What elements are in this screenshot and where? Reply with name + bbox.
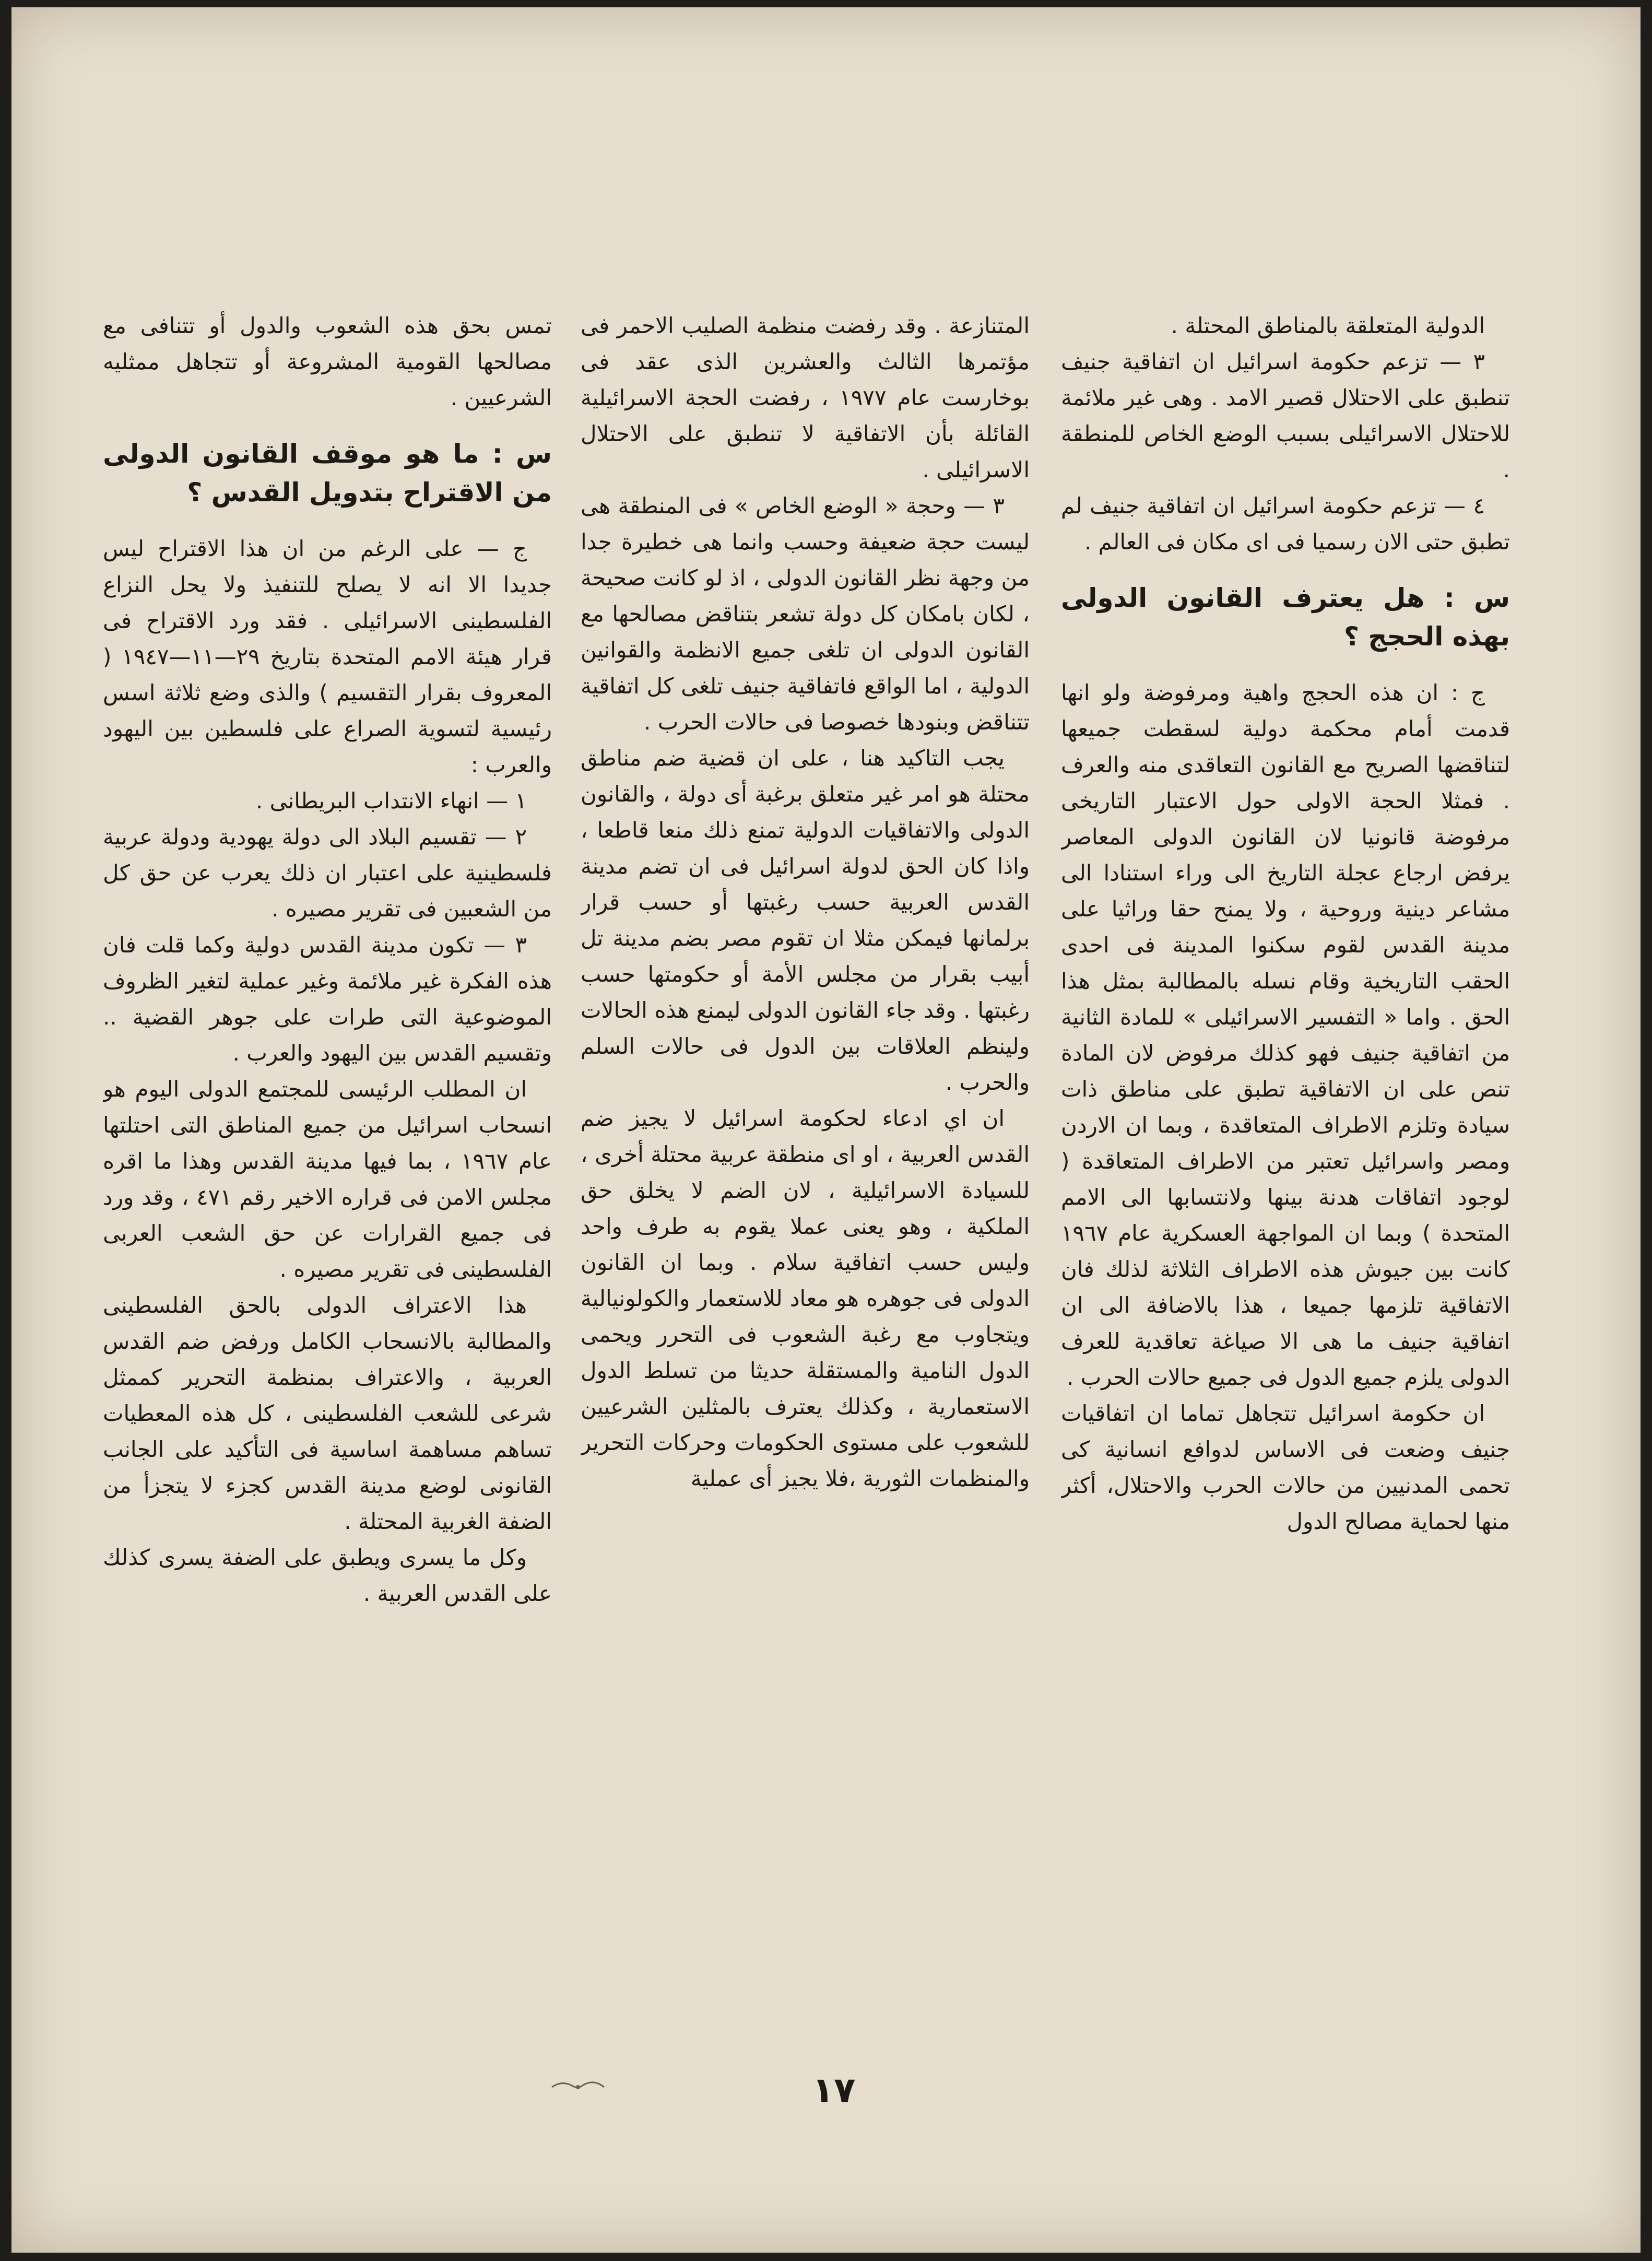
paragraph: المتنازعة . وقد رفضت منظمة الصليب الاحمر فى مؤتمرها الثالث والعشرين الذى عقد فى بوخارست عام ١٩٧٧ ، رفضت الحجة الاسرائيلية القائلة بأن الاتفاقية لا تنطبق على الاحتلال الاسرائيلى . <box>581 313 1030 482</box>
page-number: ١٧ <box>812 2070 856 2111</box>
paragraph: يجب التاكيد هنا ، على ان قضية ضم مناطق محتلة هو امر غير متعلق برغبة أى دولة ، والقانون الدولى والاتفاقيات الدولية تمنع ذلك منعا قاطعا ، واذا كان الحق لدولة اسرائيل فى ان تضم مدينة القدس العربية حسب رغبتها أو حسب قرار برلمانها فيمكن مثلا ان تقوم مصر بضم مدينة تل أبيب بقرار من مجلس الأمة أو حكومتها حسب رغبتها . وقد جاء القانون الدولى ليمنع هذه الحالات ولينظم العلاقات بين الدول فى حالات السلم والحرب . <box>581 745 1030 1095</box>
magazine-page <box>11 7 1641 2253</box>
paragraph: ٣ — وحجة « الوضع الخاص » فى المنطقة هى ليست حجة ضعيفة وحسب وانما هى خطيرة جدا من وجهة نظر القانون الدولى ، اذ لو كانت صحيحة ، لكان بامكان كل دولة تشعر بتناقض مصالحها مع القانون الدولى ان تلغى جميع الانظمة والقوانين الدولية ، اما الواقع فاتفاقية جنيف تلغى كل اتفاقية تتناقض وبنودها خصوصا فى حالات الحرب . <box>581 493 1030 735</box>
paragraph: ج : ان هذه الحجج واهية ومرفوضة ولو انها قدمت أمام محكمة دولية لسقطت جميعها لتناقضها الصريح مع القانون التعاقدى منه والعرف . فمثلا الحجة الاولى حول الاعتبار التاريخى مرفوضة قانونيا لان القانون الدولى المعاصر يرفض ارجاع عجلة التاريخ الى وراء استنادا الى مشاعر دينية وروحية ، ولا يمنح حقا وراثيا على مدينة القدس لقوم سكنوا المدينة فى احدى الحقب التاريخية وقام نسله بالمطالبة بمثل هذا الحق . واما « التفسير الاسرائيلى » للمادة الثانية من اتفاقية جنيف فهو كذلك مرفوض لان المادة تنص على ان الاتفاقية تطبق على مناطق ذات سيادة وتلزم الاطراف المتعاقدة ، وبما ان الاردن ومصر واسرائيل تعتبر من الاطراف المتعاقدة ( لوجود اتفاقات هدنة بينها ولانتسابها الى الامم المتحدة ) وبما ان المواجهة العسكرية عام ١٩٦٧ كانت بين جيوش هذه الاطراف الثلاثة لذلك فان الاتفاقية تلزمها جميعا ، هذا بالاضافة الى ان اتفاقية جنيف ما هى الا صياغة تعاقدية للعرف الدولى يلزم جميع الدول فى جميع حالات الحرب . <box>1061 680 1510 1390</box>
paragraph: ٣ — تزعم حكومة اسرائيل ان اتفاقية جنيف تنطبق على الاحتلال قصير الامد . وهى غير ملائمة للاحتلال الاسرائيلى بسبب الوضع الخاص للمنطقة . <box>1061 349 1510 482</box>
paragraph: هذا الاعتراف الدولى بالحق الفلسطينى والمطالبة بالانسحاب الكامل ورفض ضم القدس العربية ، والاعتراف بمنظمة التحرير كممثل شرعى للشعب الفلسطينى ، كل هذه المعطيات تساهم مساهمة اساسية فى التأكيد على الجانب القانونى لوضع مدينة القدس كجزء لا يتجزأ من الضفة الغربية المحتلة . <box>103 1292 552 1534</box>
column-left <box>103 308 552 2072</box>
paragraph: ٢ — تقسيم البلاد الى دولة يهودية ودولة عربية فلسطينية على اعتبار ان ذلك يعرب عن حق كل من الشعبين فى تقرير مصيره . <box>103 824 552 922</box>
question-heading: س : هل يعترف القانون الدولى بهذه الحجج ؟ <box>1061 583 1510 652</box>
paragraph: ٤ — تزعم حكومة اسرائيل ان اتفاقية جنيف لم تطبق حتى الان رسميا فى اى مكان فى العالم . <box>1061 493 1510 555</box>
paragraph: ١ — انهاء الانتداب البريطانى . <box>255 788 527 814</box>
column-middle <box>581 308 1030 2072</box>
paragraph: ج — على الرغم من ان هذا الاقتراح ليس جديدا الا انه لا يصلح للتنفيذ ولا يحل النزاع الفلسطينى الاسرائيلى . فقد ورد الاقتراح فى قرار هيئة الامم المتحدة بتاريخ ٢٩—١١—١٩٤٧ ( المعروف بقرار التقسيم ) والذى وضع ثلاثة اسس رئيسية لتسوية الصراع على فلسطين بين اليهود والعرب : <box>103 536 552 778</box>
paragraph: ان المطلب الرئيسى للمجتمع الدولى اليوم هو انسحاب اسرائيل من جميع المناطق التى احتلتها عام ١٩٦٧ ، بما فيها مدينة القدس وهذا ما اقره مجلس الامن فى قراره الاخير رقم ٤٧١ ، وقد ورد فى جميع القرارات عن حق الشعب العربى الفلسطينى فى تقرير مصيره . <box>103 1076 552 1282</box>
column-right <box>1061 308 1510 2072</box>
question-heading: س : ما هو موقف القانون الدولى من الاقتراح بتدويل القدس ؟ <box>103 439 552 508</box>
paragraph: ان اي ادعاء لحكومة اسرائيل لا يجيز ضم القدس العربية ، او اى منطقة عربية محتلة أخرى ، للسيادة الاسرائيلية ، لان الضم لا يخلق حق الملكية ، وهو يعنى عملا يقوم به طرف واحد وليس حسب اتفاقية سلام . وبما ان القانون الدولى فى جوهره هو معاد للاستعمار والكولونيالية ويتجاوب مع رغبة الشعوب فى التحرر ويحمى الدول النامية والمستقلة حديثا من تسلط الدول الاستعمارية ، وكذلك يعترف بالمثلين الشرعيين للشعوب على مستوى الحكومات وحركات التحرير والمنظمات الثورية ،فلا يجيز أى عملية <box>581 1105 1030 1491</box>
ornament-icon <box>547 2078 609 2093</box>
paragraph: وكل ما يسرى ويطبق على الضفة يسرى كذلك على القدس العربية . <box>103 1545 552 1606</box>
paragraph: الدولية المتعلقة بالمناطق المحتلة . <box>1171 313 1485 338</box>
paragraph: ٣ — تكون مدينة القدس دولية وكما قلت فان هذه الفكرة غير ملائمة وغير عملية لتغير الظروف الموضوعية التى طرات على جوهر القضية .. وتقسيم القدس بين اليهود والعرب . <box>103 932 552 1066</box>
paragraph: تمس بحق هذه الشعوب والدول أو تتنافى مع مصالحها القومية المشروعة أو تتجاهل ممثليه الشرعيين . <box>103 313 552 410</box>
paragraph: ان حكومة اسرائيل تتجاهل تماما ان اتفاقيات جنيف وضعت فى الاساس لدوافع انسانية كى تحمى المدنيين من حالات الحرب والاحتلال، أكثر منها لحماية مصالح الدول <box>1061 1400 1510 1534</box>
